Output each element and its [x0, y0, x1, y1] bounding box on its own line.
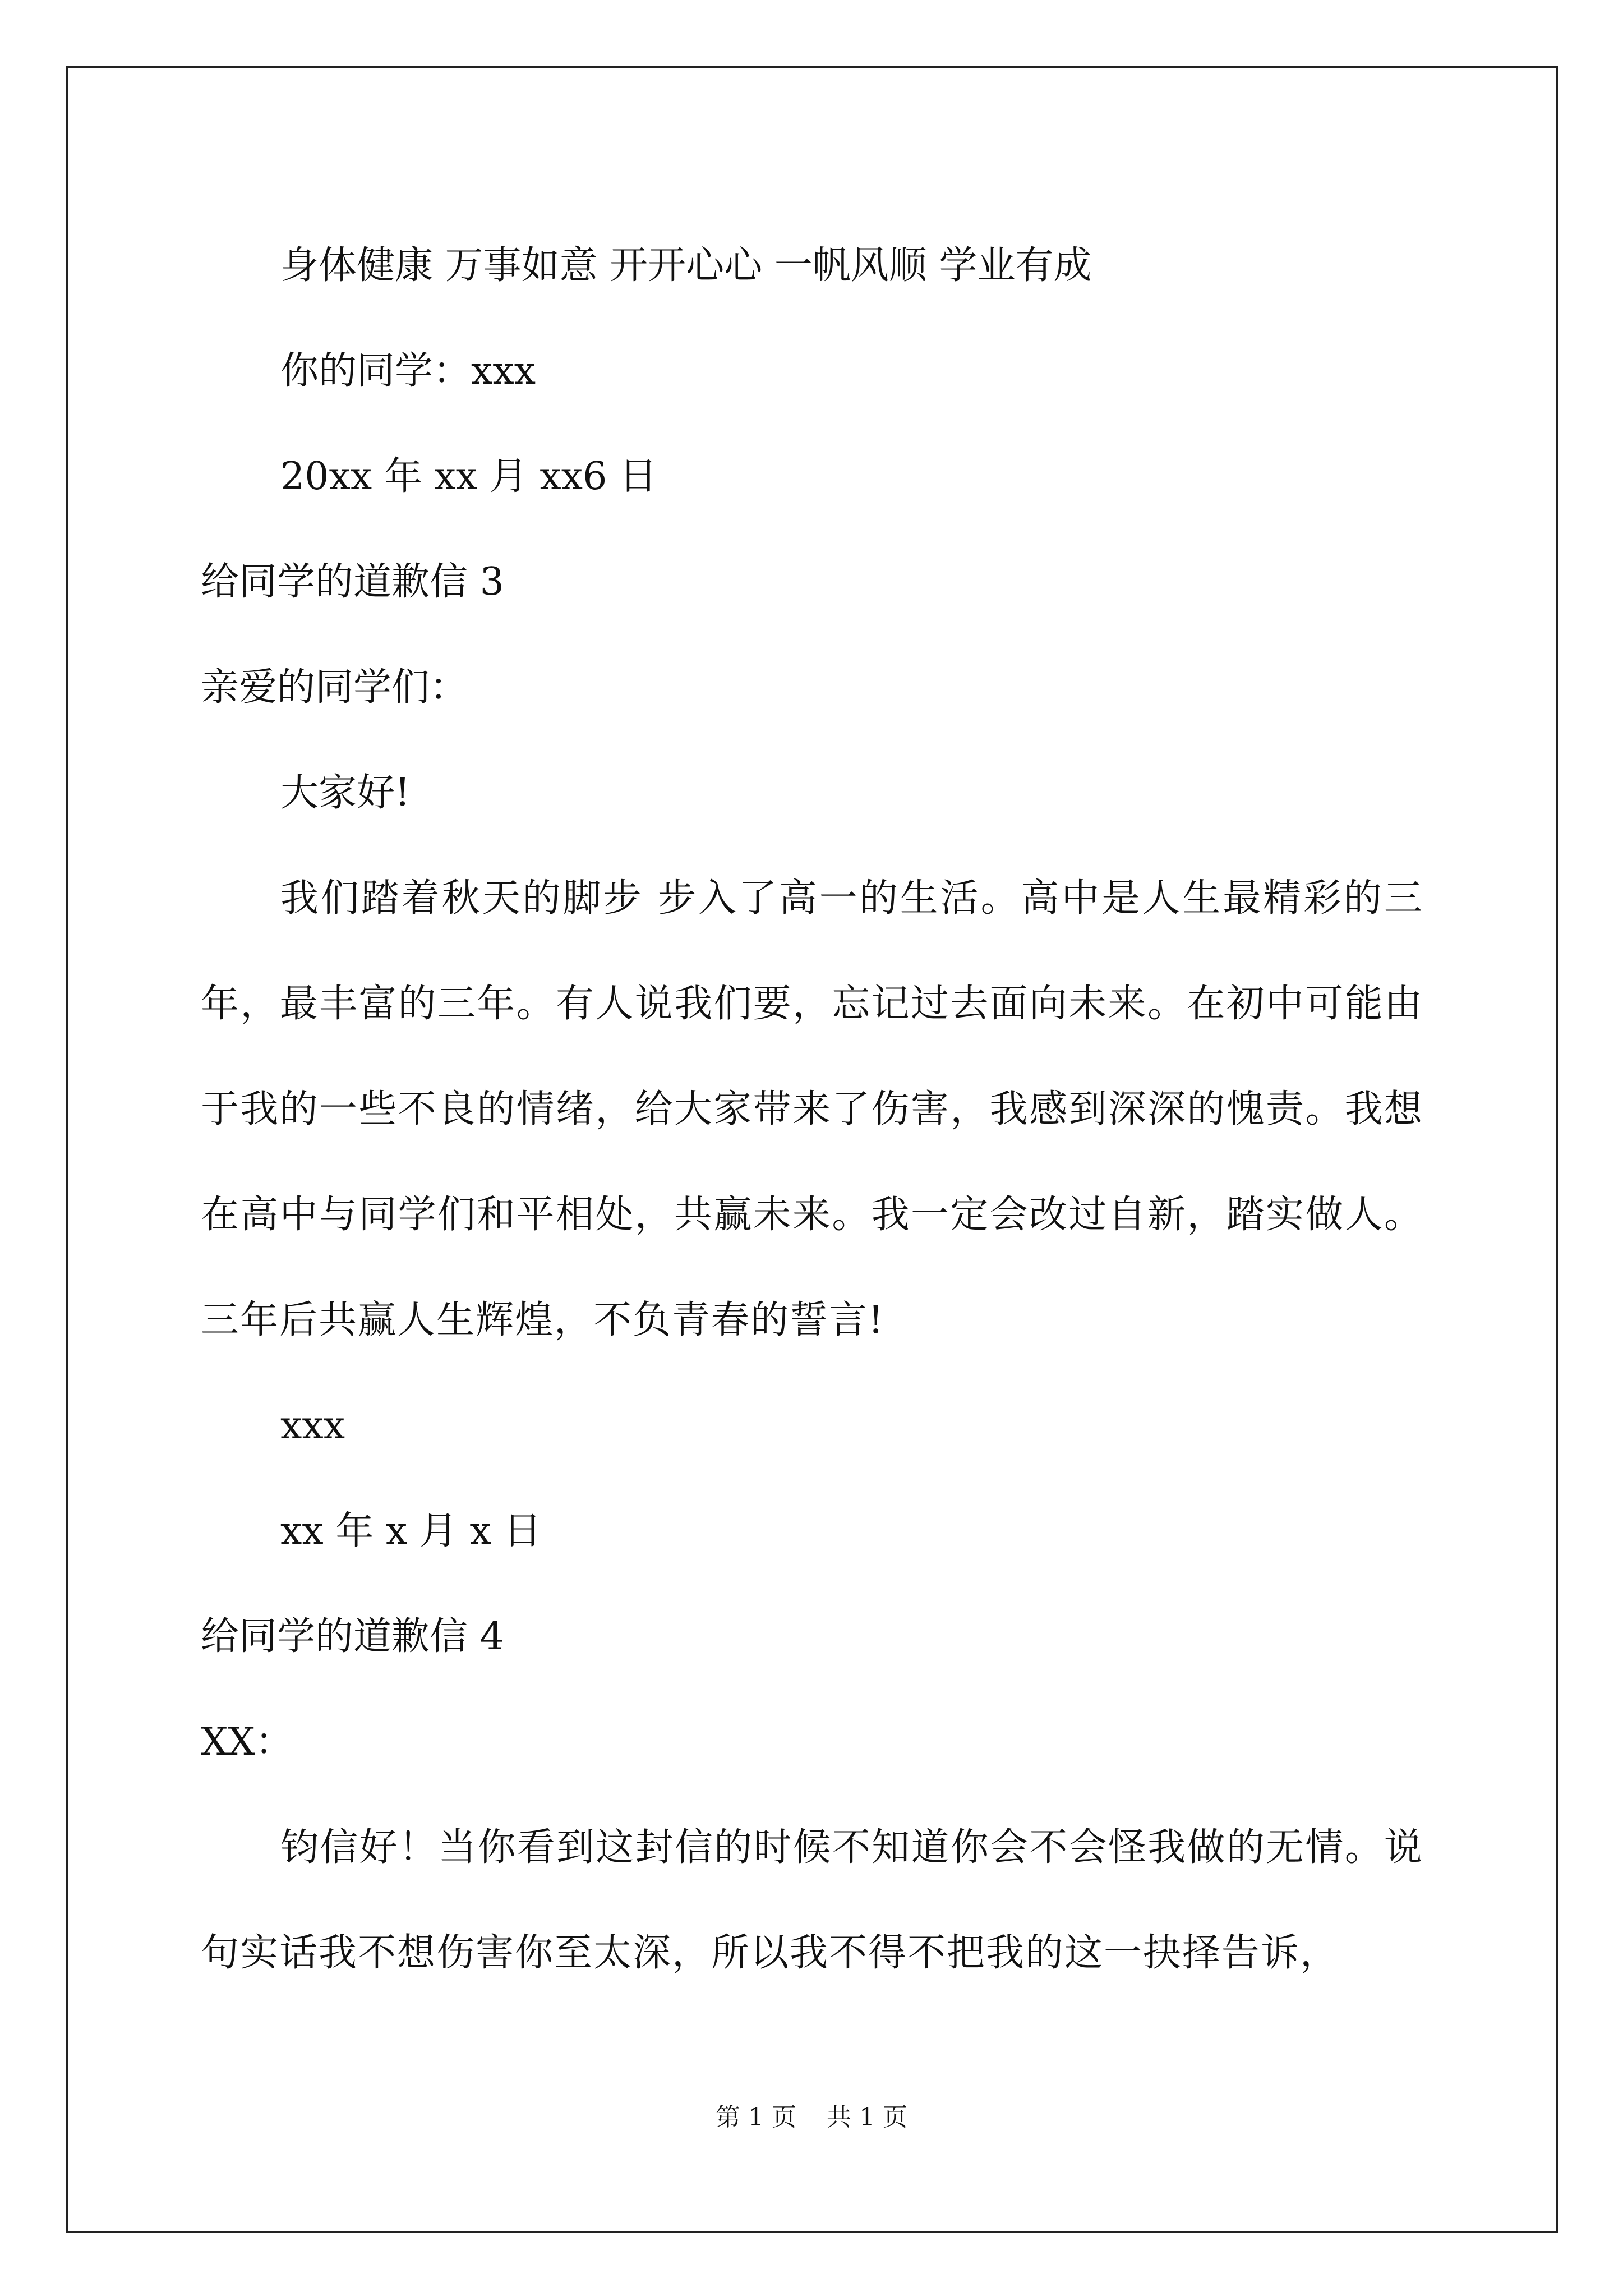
- salutation-classmates: 亲爱的同学们：: [201, 665, 468, 710]
- salutation-xx: XX：: [201, 1720, 293, 1764]
- page-footer: [0, 2097, 1623, 2133]
- body-paragraph-2: 钧信好！当你看到这封信的时候不知道你会不会怪我做的无情。说句实话我不想伤害你至太深，所以我不得不把我的这一抉择告诉，: [201, 1825, 1423, 1975]
- heading-letter-3: 给同学的道歉信 3: [201, 560, 504, 604]
- date-line-1: 20xx 年 xx 月 xx6 日: [280, 454, 657, 499]
- signature-classmate: 你的同学：xxx: [280, 349, 536, 393]
- greeting-line: 大家好!: [280, 771, 411, 815]
- heading-letter-4: 给同学的道歉信 4: [201, 1614, 504, 1659]
- page-number-current: 第 1 页: [716, 2103, 796, 2132]
- wish-line: 身体健康 万事如意 开开心心 一帆风顺 学业有成: [280, 243, 1092, 288]
- page-number-total: 共 1 页: [827, 2103, 907, 2132]
- document-body: [201, 213, 1423, 2006]
- date-line-2: xx 年 x 月 x 日: [280, 1509, 542, 1553]
- body-paragraph-1: 我们踏着秋天的脚步 步入了高一的生活。高中是人生最精彩的三年，最丰富的三年。有人说我们要，忘记过去面向未来。在初中可能由于我的一些不良的情绪，给大家带来了伤害，我感到深深的愧责。我想在高中与同学们和平相处，共赢未来。我一定会改过自新，踏实做人。三年后共赢人生辉煌，不负青春的誓言!: [201, 876, 1423, 1342]
- signature-xxx: xxx: [280, 1404, 345, 1448]
